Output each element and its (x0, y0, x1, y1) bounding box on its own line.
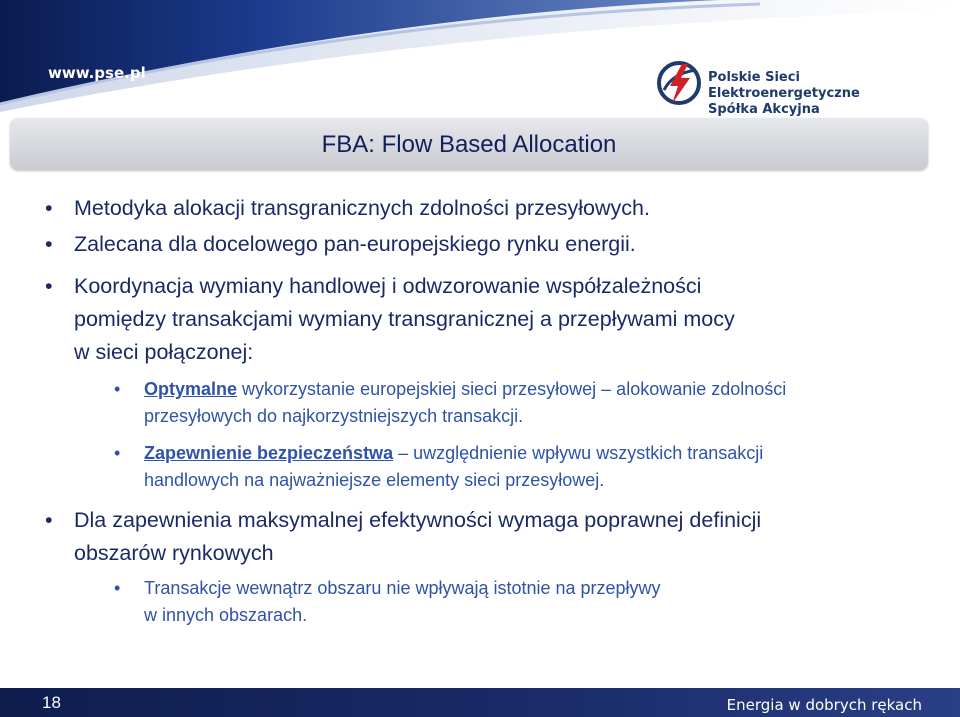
sub-bullet-2: • Zapewnienie bezpieczeństwa – uwzględnienie wpływu wszystkich transakcji handlowych na najważniejsze elementy sieci przesyłowej. (144, 440, 924, 494)
bullet-2: • Zalecana dla docelowego pan-europejskiego rynku energii. (74, 228, 934, 261)
bullet-dot-icon: • (45, 196, 53, 220)
slide-title: FBA: Flow Based Allocation (321, 131, 617, 158)
logo-line-1: Polskie Sieci Elektroenergetyczne (708, 70, 860, 101)
site-url: www.pse.pl (48, 64, 146, 82)
slide-number: 18 (42, 693, 61, 712)
title-bar (10, 118, 928, 170)
bullet-dot-icon: • (45, 274, 53, 298)
bullet-dot-icon: • (45, 232, 53, 256)
bullet-dot-icon: • (114, 379, 121, 399)
bullet-3: • Koordynacja wymiany handlowej i odwzorowanie współzależności pomiędzy transakcjami wymiany transgranicznej a przepływami mocy w sieci połączonej: (74, 270, 934, 369)
bullet-4: • Dla zapewnienia maksymalnej efektywności wymaga poprawnej definicji obszarów rynkowych (74, 504, 934, 570)
footer-tagline: Energia w dobrych rękach (726, 696, 922, 714)
bullet-1: • Metodyka alokacji transgranicznych zdolności przesyłowych. (74, 192, 934, 225)
bullet-dot-icon: • (114, 578, 121, 598)
sub-bullet-1: • Optymalne wykorzystanie europejskiej sieci przesyłowej – alokowanie zdolności przesyłowych do najkorzystniejszych transakcji. (144, 376, 924, 430)
footer-bar (0, 688, 960, 717)
lightning-logo-icon (656, 60, 702, 106)
logo-line-2: Spółka Akcyjna (708, 102, 820, 117)
bullet-dot-icon: • (114, 443, 121, 463)
bullet-dot-icon: • (45, 508, 53, 532)
sub-bullet-3: • Transakcje wewnątrz obszaru nie wpływają istotnie na przepływy w innych obszarach. (144, 575, 924, 629)
company-logo (656, 60, 956, 117)
